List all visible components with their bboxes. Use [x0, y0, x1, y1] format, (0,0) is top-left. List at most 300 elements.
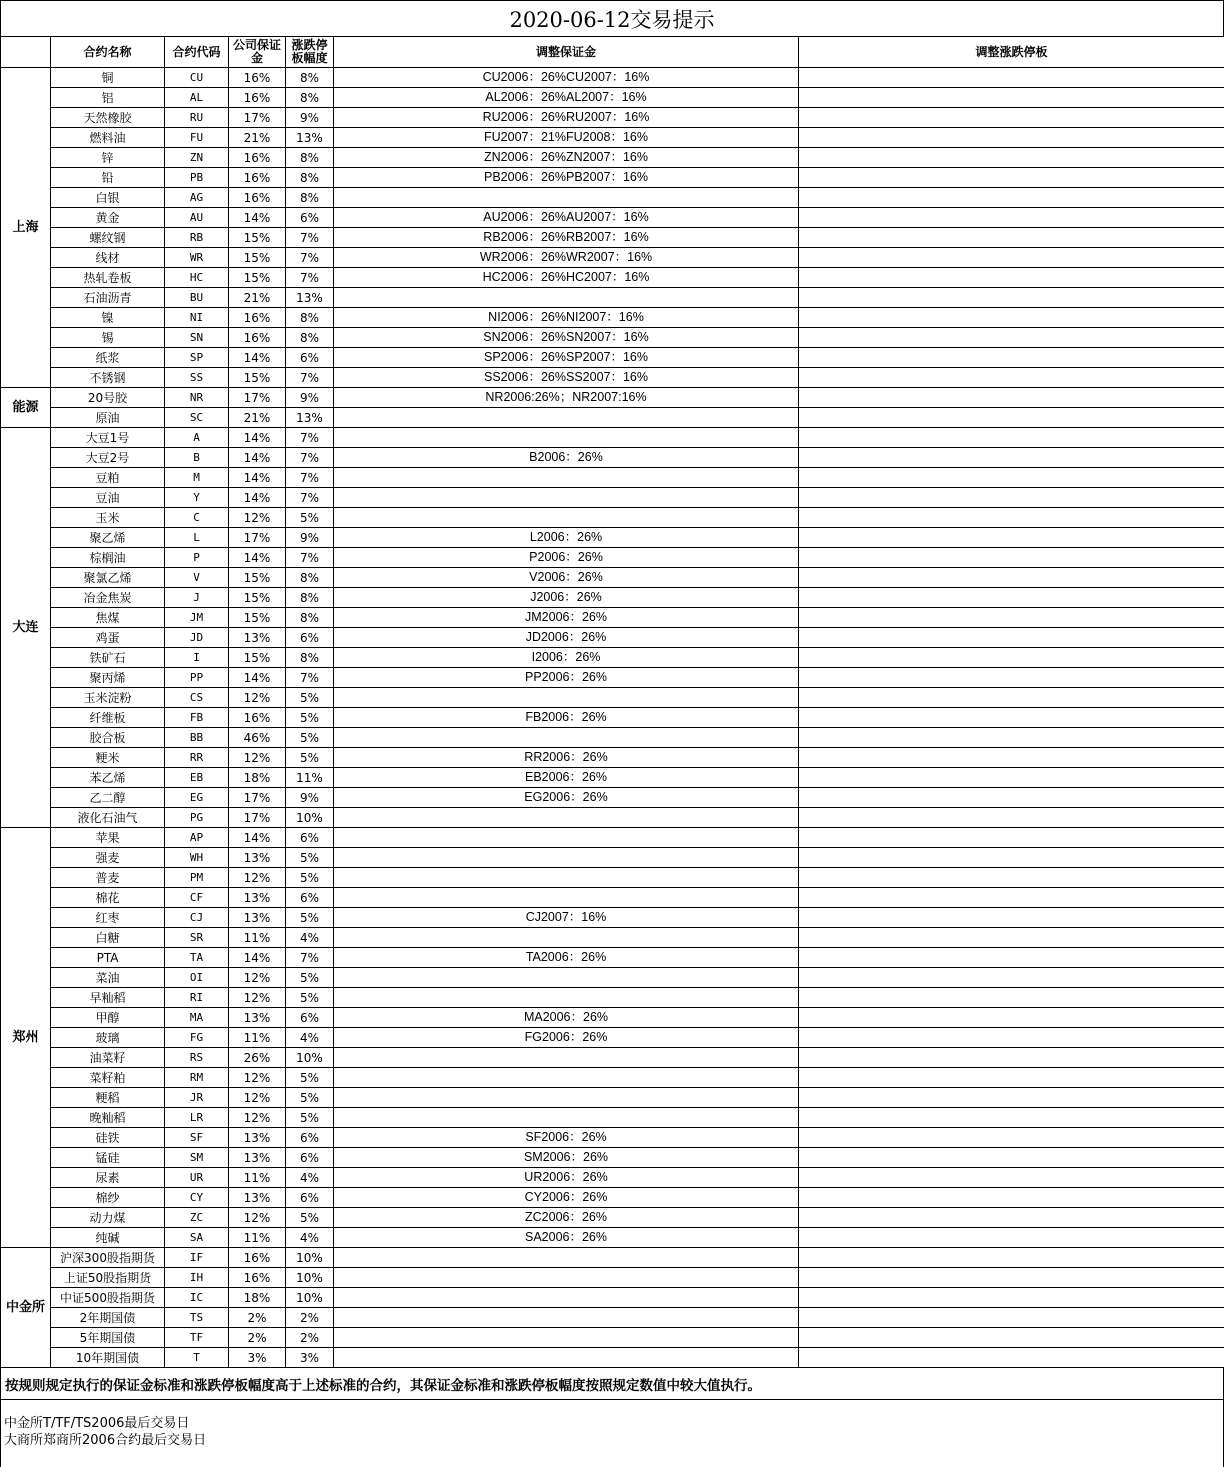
contract-code-cell: P — [165, 548, 229, 568]
adjust-limit-cell — [799, 828, 1224, 848]
limit-cell: 5% — [286, 748, 334, 768]
adjust-limit-cell — [799, 788, 1224, 808]
adjust-margin-cell — [334, 1088, 799, 1108]
adjust-margin-cell — [334, 1048, 799, 1068]
limit-cell: 8% — [286, 88, 334, 108]
contract-name-cell: 热轧卷板 — [51, 268, 165, 288]
contract-name-cell: 上证50股指期货 — [51, 1268, 165, 1288]
contract-name-cell: 锡 — [51, 328, 165, 348]
contract-name-cell: 纯碱 — [51, 1228, 165, 1248]
contract-name-cell: 不锈钢 — [51, 368, 165, 388]
margin-cell: 11% — [229, 1228, 286, 1248]
adjust-margin-cell — [334, 288, 799, 308]
adjust-limit-cell — [799, 848, 1224, 868]
table-row — [1, 188, 1224, 208]
table-row — [1, 388, 1224, 408]
contract-name-cell: 聚丙烯 — [51, 668, 165, 688]
contract-name-cell: 粳稻 — [51, 1088, 165, 1108]
adjust-margin-cell — [334, 508, 799, 528]
contract-code-cell: A — [165, 428, 229, 448]
header-adjust-margin: 调整保证金 — [334, 37, 799, 68]
adjust-margin-cell: HC2006：26%HC2007：16% — [334, 268, 799, 288]
limit-cell: 13% — [286, 408, 334, 428]
adjust-margin-cell: FG2006：26% — [334, 1028, 799, 1048]
rule-note: 按规则规定执行的保证金标准和涨跌停板幅度高于上述标准的合约，其保证金标准和涨跌停板幅度按照规定数值中较大值执行。 — [0, 1368, 1224, 1400]
table-row — [1, 88, 1224, 108]
table-row — [1, 308, 1224, 328]
contract-code-cell: RI — [165, 988, 229, 1008]
table-row — [1, 248, 1224, 268]
margin-cell: 14% — [229, 448, 286, 468]
adjust-margin-cell: NI2006：26%NI2007：16% — [334, 308, 799, 328]
margin-cell: 11% — [229, 1168, 286, 1188]
header-code: 合约代码 — [165, 37, 229, 68]
limit-cell: 6% — [286, 1008, 334, 1028]
limit-cell: 5% — [286, 708, 334, 728]
adjust-limit-cell — [799, 228, 1224, 248]
adjust-limit-cell — [799, 1128, 1224, 1148]
margin-cell: 15% — [229, 608, 286, 628]
adjust-limit-cell — [799, 888, 1224, 908]
contract-code-cell: OI — [165, 968, 229, 988]
limit-cell: 7% — [286, 368, 334, 388]
contract-code-cell: UR — [165, 1168, 229, 1188]
limit-cell: 7% — [286, 668, 334, 688]
adjust-limit-cell — [799, 808, 1224, 828]
margin-cell: 13% — [229, 1008, 286, 1028]
contract-code-cell: AU — [165, 208, 229, 228]
contract-code-cell: PP — [165, 668, 229, 688]
adjust-margin-cell: MA2006：26% — [334, 1008, 799, 1028]
adjust-limit-cell — [799, 128, 1224, 148]
limit-cell: 10% — [286, 808, 334, 828]
contract-name-cell: 菜油 — [51, 968, 165, 988]
adjust-limit-cell — [799, 188, 1224, 208]
contract-name-cell: 锌 — [51, 148, 165, 168]
table-row — [1, 1208, 1224, 1228]
contract-code-cell: SR — [165, 928, 229, 948]
contract-code-cell: B — [165, 448, 229, 468]
contract-name-cell: 线材 — [51, 248, 165, 268]
adjust-limit-cell — [799, 608, 1224, 628]
table-row — [1, 548, 1224, 568]
table-row — [1, 1228, 1224, 1248]
limit-cell: 5% — [286, 1108, 334, 1128]
adjust-limit-cell — [799, 588, 1224, 608]
contract-name-cell: 动力煤 — [51, 1208, 165, 1228]
table-row — [1, 68, 1224, 88]
adjust-limit-cell — [799, 168, 1224, 188]
contract-name-cell: 10年期国债 — [51, 1348, 165, 1368]
margin-cell: 14% — [229, 208, 286, 228]
adjust-limit-cell — [799, 248, 1224, 268]
exchange-cell: 大连 — [1, 428, 51, 828]
margin-cell: 2% — [229, 1328, 286, 1348]
adjust-margin-cell — [334, 1068, 799, 1088]
adjust-limit-cell — [799, 368, 1224, 388]
margin-cell: 13% — [229, 908, 286, 928]
limit-cell: 8% — [286, 68, 334, 88]
adjust-margin-cell: SA2006：26% — [334, 1228, 799, 1248]
table-row — [1, 208, 1224, 228]
table-row — [1, 128, 1224, 148]
margin-cell: 21% — [229, 408, 286, 428]
contract-name-cell: 玉米 — [51, 508, 165, 528]
margin-cell: 13% — [229, 1148, 286, 1168]
margin-cell: 12% — [229, 508, 286, 528]
limit-cell: 6% — [286, 208, 334, 228]
contract-code-cell: JD — [165, 628, 229, 648]
adjust-margin-cell: EG2006：26% — [334, 788, 799, 808]
limit-cell: 5% — [286, 968, 334, 988]
table-row — [1, 1328, 1224, 1348]
contract-code-cell: CS — [165, 688, 229, 708]
contract-code-cell: MA — [165, 1008, 229, 1028]
contract-code-cell: WR — [165, 248, 229, 268]
limit-cell: 11% — [286, 768, 334, 788]
limit-cell: 5% — [286, 988, 334, 1008]
adjust-margin-cell: I2006：26% — [334, 648, 799, 668]
adjust-margin-cell — [334, 688, 799, 708]
contract-code-cell: Y — [165, 488, 229, 508]
contract-name-cell: 粳米 — [51, 748, 165, 768]
margin-cell: 11% — [229, 928, 286, 948]
table-row — [1, 108, 1224, 128]
adjust-margin-cell: PP2006：26% — [334, 668, 799, 688]
adjust-margin-cell: CJ2007：16% — [334, 908, 799, 928]
adjust-margin-cell: UR2006：26% — [334, 1168, 799, 1188]
exchange-cell: 郑州 — [1, 828, 51, 1248]
contract-name-cell: 铝 — [51, 88, 165, 108]
adjust-margin-cell: WR2006：26%WR2007：16% — [334, 248, 799, 268]
contract-name-cell: 焦煤 — [51, 608, 165, 628]
contract-code-cell: BU — [165, 288, 229, 308]
adjust-limit-cell — [799, 1328, 1224, 1348]
adjust-margin-cell: J2006：26% — [334, 588, 799, 608]
table-row — [1, 148, 1224, 168]
adjust-margin-cell — [334, 848, 799, 868]
contract-name-cell: 石油沥青 — [51, 288, 165, 308]
limit-cell: 10% — [286, 1248, 334, 1268]
limit-cell: 9% — [286, 788, 334, 808]
footer-notes — [0, 1400, 1224, 1467]
table-row — [1, 468, 1224, 488]
adjust-margin-cell: CY2006：26% — [334, 1188, 799, 1208]
contract-name-cell: 尿素 — [51, 1168, 165, 1188]
adjust-margin-cell: AL2006：26%AL2007：16% — [334, 88, 799, 108]
contract-code-cell: PM — [165, 868, 229, 888]
margin-cell: 17% — [229, 388, 286, 408]
contract-code-cell: FG — [165, 1028, 229, 1048]
contract-name-cell: 油菜籽 — [51, 1048, 165, 1068]
contract-code-cell: J — [165, 588, 229, 608]
margin-cell: 15% — [229, 228, 286, 248]
contract-name-cell: 原油 — [51, 408, 165, 428]
table-row — [1, 268, 1224, 288]
contract-name-cell: 晚籼稻 — [51, 1108, 165, 1128]
limit-cell: 7% — [286, 268, 334, 288]
contract-name-cell: 棕榈油 — [51, 548, 165, 568]
table-row — [1, 1348, 1224, 1368]
table-header-row — [1, 37, 1224, 68]
limit-cell: 6% — [286, 1128, 334, 1148]
adjust-limit-cell — [799, 1108, 1224, 1128]
limit-cell: 5% — [286, 728, 334, 748]
margin-cell: 15% — [229, 248, 286, 268]
table-row — [1, 368, 1224, 388]
table-row — [1, 1028, 1224, 1048]
margin-cell: 12% — [229, 1068, 286, 1088]
adjust-limit-cell — [799, 1228, 1224, 1248]
contracts-table — [0, 36, 1224, 1368]
margin-cell: 17% — [229, 528, 286, 548]
margin-cell: 13% — [229, 1128, 286, 1148]
table-row — [1, 348, 1224, 368]
contract-code-cell: CU — [165, 68, 229, 88]
adjust-margin-cell — [334, 1308, 799, 1328]
contract-code-cell: LR — [165, 1108, 229, 1128]
adjust-limit-cell — [799, 1188, 1224, 1208]
margin-cell: 12% — [229, 1088, 286, 1108]
margin-cell: 26% — [229, 1048, 286, 1068]
contract-name-cell: 硅铁 — [51, 1128, 165, 1148]
limit-cell: 7% — [286, 228, 334, 248]
adjust-margin-cell: P2006：26% — [334, 548, 799, 568]
adjust-limit-cell — [799, 988, 1224, 1008]
contract-name-cell: 白银 — [51, 188, 165, 208]
table-row — [1, 648, 1224, 668]
contract-code-cell: AG — [165, 188, 229, 208]
contract-name-cell: 豆油 — [51, 488, 165, 508]
limit-cell: 6% — [286, 628, 334, 648]
limit-cell: 5% — [286, 508, 334, 528]
contract-code-cell: SA — [165, 1228, 229, 1248]
adjust-limit-cell — [799, 1168, 1224, 1188]
contract-code-cell: RS — [165, 1048, 229, 1068]
margin-cell: 18% — [229, 768, 286, 788]
limit-cell: 6% — [286, 348, 334, 368]
table-row — [1, 728, 1224, 748]
adjust-limit-cell — [799, 668, 1224, 688]
margin-cell: 21% — [229, 128, 286, 148]
contract-name-cell: 苯乙烯 — [51, 768, 165, 788]
table-row — [1, 328, 1224, 348]
adjust-limit-cell — [799, 328, 1224, 348]
margin-cell: 21% — [229, 288, 286, 308]
adjust-limit-cell — [799, 948, 1224, 968]
contract-code-cell: AL — [165, 88, 229, 108]
adjust-margin-cell: FU2007：21%FU2008：16% — [334, 128, 799, 148]
table-row — [1, 1168, 1224, 1188]
adjust-limit-cell — [799, 1048, 1224, 1068]
contract-code-cell: T — [165, 1348, 229, 1368]
limit-cell: 8% — [286, 648, 334, 668]
adjust-limit-cell — [799, 908, 1224, 928]
contract-code-cell: FU — [165, 128, 229, 148]
adjust-margin-cell — [334, 428, 799, 448]
adjust-margin-cell — [334, 1248, 799, 1268]
limit-cell: 8% — [286, 568, 334, 588]
margin-cell: 14% — [229, 348, 286, 368]
table-row — [1, 448, 1224, 468]
exchange-cell: 中金所 — [1, 1248, 51, 1368]
table-row — [1, 1288, 1224, 1308]
limit-cell: 9% — [286, 108, 334, 128]
contract-code-cell: SF — [165, 1128, 229, 1148]
table-row — [1, 908, 1224, 928]
contract-code-cell: I — [165, 648, 229, 668]
table-row — [1, 948, 1224, 968]
margin-cell: 16% — [229, 708, 286, 728]
contract-code-cell: SC — [165, 408, 229, 428]
adjust-margin-cell — [334, 808, 799, 828]
adjust-margin-cell — [334, 728, 799, 748]
margin-cell: 14% — [229, 488, 286, 508]
adjust-margin-cell — [334, 488, 799, 508]
adjust-margin-cell: ZC2006：26% — [334, 1208, 799, 1228]
contract-name-cell: 沪深300股指期货 — [51, 1248, 165, 1268]
margin-cell: 13% — [229, 1188, 286, 1208]
table-row — [1, 288, 1224, 308]
contract-name-cell: 棉花 — [51, 888, 165, 908]
contract-code-cell: SP — [165, 348, 229, 368]
adjust-limit-cell — [799, 928, 1224, 948]
contract-name-cell: 中证500股指期货 — [51, 1288, 165, 1308]
adjust-limit-cell — [799, 1208, 1224, 1228]
contract-name-cell: 聚氯乙烯 — [51, 568, 165, 588]
table-row — [1, 528, 1224, 548]
adjust-margin-cell — [334, 1288, 799, 1308]
adjust-limit-cell — [799, 868, 1224, 888]
margin-cell: 14% — [229, 428, 286, 448]
table-body — [1, 68, 1224, 1368]
adjust-margin-cell — [334, 888, 799, 908]
adjust-margin-cell — [334, 828, 799, 848]
table-row — [1, 608, 1224, 628]
contract-name-cell: 白糖 — [51, 928, 165, 948]
margin-cell: 16% — [229, 168, 286, 188]
contract-name-cell: 红枣 — [51, 908, 165, 928]
margin-cell: 3% — [229, 1348, 286, 1368]
limit-cell: 5% — [286, 848, 334, 868]
margin-cell: 12% — [229, 1108, 286, 1128]
table-row — [1, 1068, 1224, 1088]
table-row — [1, 1308, 1224, 1328]
adjust-margin-cell — [334, 188, 799, 208]
margin-cell: 15% — [229, 588, 286, 608]
limit-cell: 8% — [286, 588, 334, 608]
limit-cell: 13% — [286, 128, 334, 148]
margin-cell: 13% — [229, 888, 286, 908]
contract-name-cell: 大豆1号 — [51, 428, 165, 448]
limit-cell: 2% — [286, 1328, 334, 1348]
limit-cell: 8% — [286, 168, 334, 188]
limit-cell: 5% — [286, 908, 334, 928]
margin-cell: 12% — [229, 868, 286, 888]
contract-name-cell: 大豆2号 — [51, 448, 165, 468]
contract-code-cell: IC — [165, 1288, 229, 1308]
contract-code-cell: JM — [165, 608, 229, 628]
adjust-margin-cell — [334, 968, 799, 988]
contract-code-cell: HC — [165, 268, 229, 288]
contract-code-cell: AP — [165, 828, 229, 848]
table-row — [1, 168, 1224, 188]
adjust-limit-cell — [799, 288, 1224, 308]
table-row — [1, 848, 1224, 868]
adjust-margin-cell: SN2006：26%SN2007：16% — [334, 328, 799, 348]
margin-cell: 15% — [229, 568, 286, 588]
contract-name-cell: 甲醇 — [51, 1008, 165, 1028]
table-row — [1, 628, 1224, 648]
adjust-limit-cell — [799, 748, 1224, 768]
table-row — [1, 708, 1224, 728]
limit-cell: 3% — [286, 1348, 334, 1368]
margin-cell: 15% — [229, 648, 286, 668]
adjust-margin-cell — [334, 1268, 799, 1288]
adjust-margin-cell — [334, 928, 799, 948]
exchange-cell: 上海 — [1, 68, 51, 388]
contract-name-cell: 强麦 — [51, 848, 165, 868]
margin-cell: 46% — [229, 728, 286, 748]
table-row — [1, 408, 1224, 428]
contract-code-cell: WH — [165, 848, 229, 868]
adjust-margin-cell — [334, 1348, 799, 1368]
adjust-limit-cell — [799, 1348, 1224, 1368]
table-row — [1, 228, 1224, 248]
adjust-limit-cell — [799, 148, 1224, 168]
margin-cell: 16% — [229, 188, 286, 208]
contract-name-cell: 纸浆 — [51, 348, 165, 368]
footer-line: 大商所郑商所2006合约最后交易日 — [4, 1432, 1223, 1449]
contract-name-cell: 锰硅 — [51, 1148, 165, 1168]
contract-code-cell: RB — [165, 228, 229, 248]
table-row — [1, 1008, 1224, 1028]
contract-code-cell: CJ — [165, 908, 229, 928]
margin-cell: 14% — [229, 668, 286, 688]
table-row — [1, 488, 1224, 508]
limit-cell: 4% — [286, 1228, 334, 1248]
adjust-limit-cell — [799, 508, 1224, 528]
adjust-margin-cell: AU2006：26%AU2007：16% — [334, 208, 799, 228]
table-row — [1, 1268, 1224, 1288]
adjust-margin-cell: TA2006：26% — [334, 948, 799, 968]
margin-cell: 16% — [229, 68, 286, 88]
limit-cell: 10% — [286, 1048, 334, 1068]
header-name: 合约名称 — [51, 37, 165, 68]
contract-code-cell: JR — [165, 1088, 229, 1108]
margin-cell: 12% — [229, 988, 286, 1008]
margin-cell: 15% — [229, 268, 286, 288]
contract-code-cell: RR — [165, 748, 229, 768]
table-row — [1, 888, 1224, 908]
contract-code-cell: NR — [165, 388, 229, 408]
margin-cell: 16% — [229, 1268, 286, 1288]
contract-name-cell: 胶合板 — [51, 728, 165, 748]
margin-cell: 16% — [229, 148, 286, 168]
contract-code-cell: SN — [165, 328, 229, 348]
contract-code-cell: V — [165, 568, 229, 588]
contract-name-cell: 菜籽粕 — [51, 1068, 165, 1088]
adjust-limit-cell — [799, 448, 1224, 468]
limit-cell: 8% — [286, 188, 334, 208]
adjust-limit-cell — [799, 1268, 1224, 1288]
table-row — [1, 868, 1224, 888]
contract-name-cell: 聚乙烯 — [51, 528, 165, 548]
margin-cell: 18% — [229, 1288, 286, 1308]
contract-code-cell: IF — [165, 1248, 229, 1268]
contract-code-cell: PG — [165, 808, 229, 828]
table-row — [1, 688, 1224, 708]
